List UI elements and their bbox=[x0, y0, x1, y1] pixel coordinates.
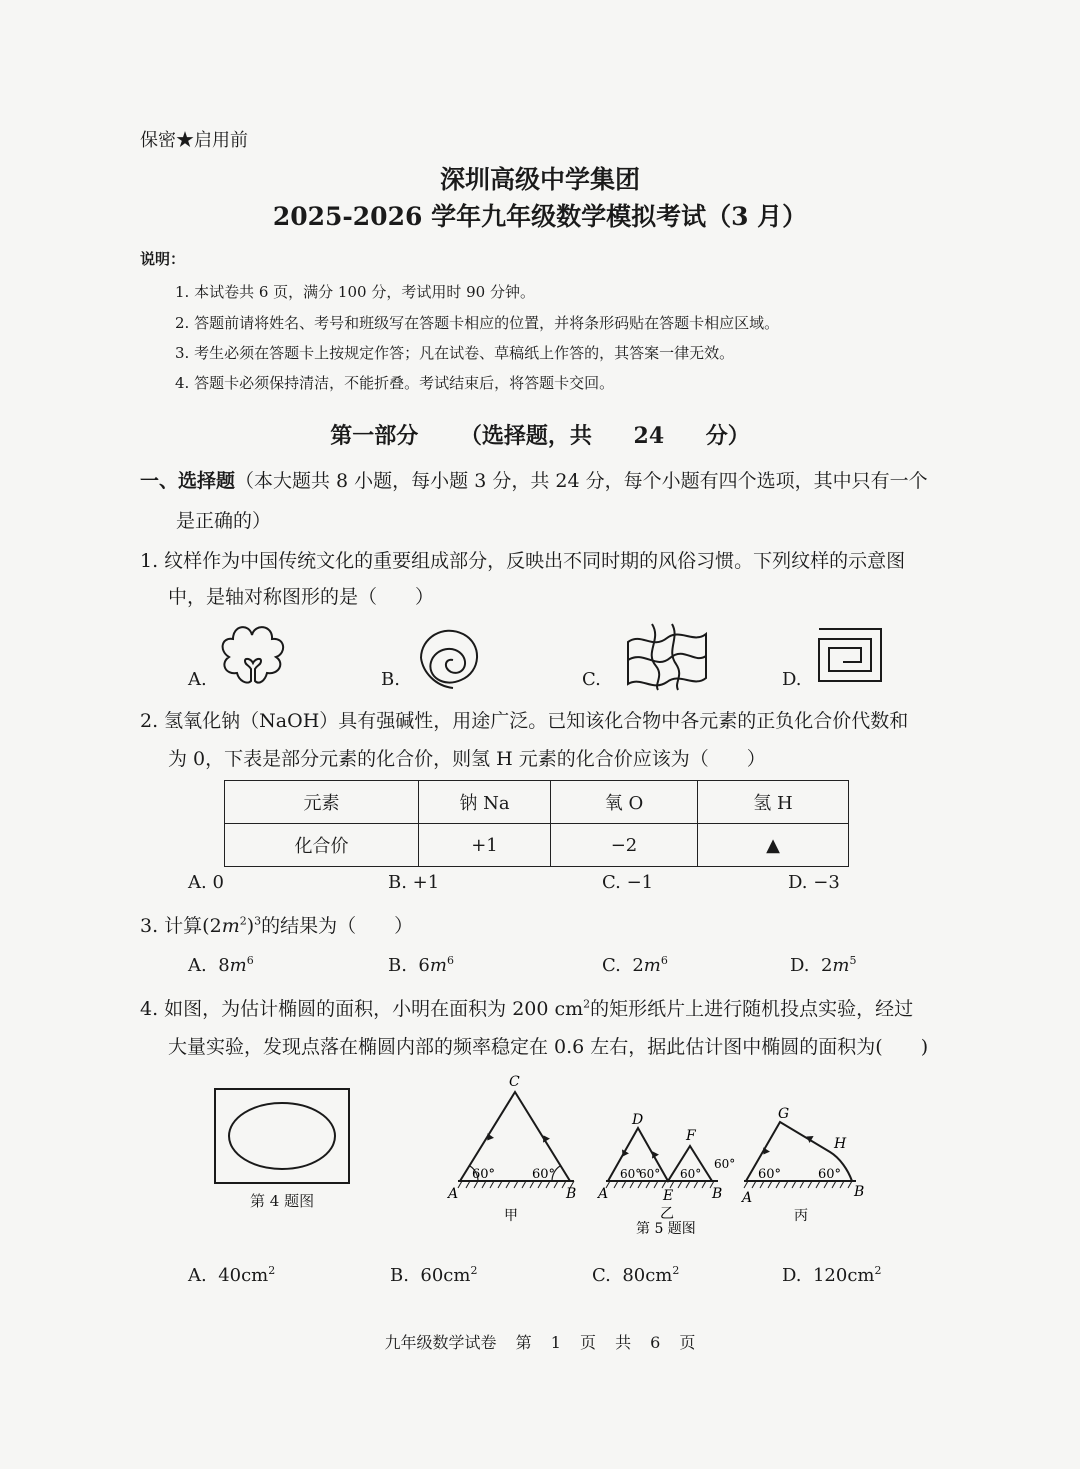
q3-option-d bbox=[790, 955, 857, 976]
q4-stem bbox=[140, 994, 913, 1021]
q2-option-c: C. −1 bbox=[602, 872, 654, 893]
option-var: m bbox=[643, 955, 661, 976]
spiral-pattern-figure bbox=[413, 622, 488, 692]
q4-line1b: 的矩形纸片上进行随机投点实验，经过 bbox=[590, 998, 914, 1020]
point-label-g: G bbox=[778, 1106, 790, 1122]
section-intro-text: （本大题共 8 小题，每小题 3 分，共 24 分，每个小题有四个选项，其中只有一个 bbox=[235, 470, 928, 492]
figure-jia bbox=[446, 1074, 576, 1224]
option-var: m bbox=[832, 955, 850, 976]
option-exp: 6 bbox=[446, 954, 454, 967]
q4-line1-exp: 2 bbox=[583, 997, 591, 1011]
note-item: 4. 答题卡必须保持清洁，不能折叠。考试结束后，将答题卡交回。 bbox=[175, 374, 615, 392]
option-label: B. bbox=[388, 955, 407, 976]
figure-bing bbox=[740, 1106, 864, 1224]
table-header-cell: 元素 bbox=[225, 781, 419, 824]
q5-figure-caption: 第 5 题图 bbox=[636, 1221, 696, 1237]
angle-label: 60° bbox=[532, 1167, 556, 1182]
q3-stem bbox=[140, 911, 413, 938]
note-item: 1. 本试卷共 6 页，满分 100 分，考试用时 90 分钟。 bbox=[175, 283, 535, 301]
q1-option-b: B. bbox=[381, 669, 400, 690]
lattice-pattern-figure bbox=[622, 620, 712, 692]
q4-option-b bbox=[390, 1265, 477, 1286]
point-label-a: A bbox=[598, 1186, 609, 1202]
point-label-a: A bbox=[742, 1190, 753, 1206]
option-label: D. bbox=[782, 1265, 802, 1286]
valence-table bbox=[224, 780, 849, 867]
point-label-c: C bbox=[509, 1074, 520, 1090]
q1-option-a: A. bbox=[188, 669, 207, 690]
section-intro bbox=[140, 466, 928, 493]
option-value: 120cm bbox=[812, 1265, 875, 1286]
q3-option-c bbox=[602, 955, 668, 976]
point-label-b: B bbox=[854, 1184, 865, 1200]
q4-option-c bbox=[592, 1265, 679, 1286]
table-header-cell: 氢 H bbox=[698, 781, 849, 824]
q2-option-b: B. +1 bbox=[388, 872, 440, 893]
point-label-b: B bbox=[566, 1186, 577, 1202]
q4-option-d bbox=[782, 1265, 881, 1286]
q3-outer-exp: 3 bbox=[254, 914, 262, 928]
option-label: C. bbox=[592, 1265, 611, 1286]
q2-option-d: D. −3 bbox=[788, 872, 840, 893]
section-title: 第一部分 （选择题，共 24 分） bbox=[330, 423, 750, 449]
option-var: m bbox=[229, 955, 247, 976]
option-exp: 2 bbox=[672, 1264, 680, 1277]
table-row bbox=[225, 781, 849, 824]
table-header-cell: 钠 Na bbox=[419, 781, 551, 824]
point-label-f: F bbox=[686, 1128, 696, 1144]
section-intro-line2: 是正确的） bbox=[176, 510, 272, 532]
square-spiral-figure bbox=[816, 626, 884, 684]
exam-title: 2025-2026 学年九年级数学模拟考试（3 月） bbox=[272, 202, 808, 231]
q2-option-a: A. 0 bbox=[188, 872, 224, 893]
q3-var: m bbox=[221, 915, 240, 937]
angle-label: 60° bbox=[472, 1167, 496, 1182]
angle-label: 60° bbox=[818, 1167, 842, 1182]
section-intro-bold: 一、选择题 bbox=[140, 470, 236, 492]
q4-figure-caption: 第 4 题图 bbox=[250, 1192, 315, 1210]
q1-option-c: C. bbox=[582, 669, 601, 690]
option-coef: 2 bbox=[820, 955, 833, 976]
table-row bbox=[225, 824, 849, 867]
option-value: 40cm bbox=[218, 1265, 269, 1286]
option-exp: 2 bbox=[874, 1264, 882, 1277]
option-exp: 5 bbox=[849, 954, 857, 967]
option-label: B. bbox=[390, 1265, 409, 1286]
option-value: 60cm bbox=[420, 1265, 471, 1286]
q2-stem: 2. 氢氧化钠（NaOH）具有强碱性，用途广泛。已知该化合物中各元素的正负化合价代数和 bbox=[140, 710, 909, 732]
table-row-label: 化合价 bbox=[225, 824, 419, 867]
figure-yi bbox=[596, 1112, 735, 1237]
angle-label: 60° bbox=[639, 1167, 661, 1181]
q2-stem-line2: 为 0，下表是部分元素的化合价，则氢 H 元素的化合价应该为（ ） bbox=[168, 748, 766, 770]
q3-inner-exp: 2 bbox=[239, 914, 247, 928]
note-item: 2. 答题前请将姓名、考号和班级写在答题卡相应的位置，并将条形码贴在答题卡相应区域。 bbox=[175, 314, 780, 332]
option-exp: 6 bbox=[246, 954, 254, 967]
confidential-mark: 保密★启用前 bbox=[140, 130, 248, 151]
table-cell: ▲ bbox=[698, 824, 849, 867]
angle-label: 60° bbox=[758, 1167, 782, 1182]
q3-suffix: 的结果为（ ） bbox=[261, 915, 414, 937]
point-label-d: D bbox=[632, 1112, 644, 1128]
sub-label-yi: 乙 bbox=[660, 1206, 674, 1222]
q5-reflection-figure bbox=[440, 1070, 880, 1240]
cloud-pattern-figure bbox=[215, 615, 290, 690]
q4-stem-line2: 大量实验，发现点落在椭圆内部的频率稳定在 0.6 左右，据此估计图中椭圆的面积为( ) bbox=[168, 1036, 929, 1058]
school-name: 深圳高级中学集团 bbox=[439, 165, 640, 194]
option-coef: 6 bbox=[418, 955, 430, 976]
sub-label-bing: 丙 bbox=[794, 1208, 808, 1224]
angle-label: 60° bbox=[714, 1157, 736, 1171]
option-value: 80cm bbox=[622, 1265, 673, 1286]
q4-line1a: 4. 如图，为估计椭圆的面积，小明在面积为 200 cm bbox=[140, 998, 584, 1020]
q3-option-b bbox=[388, 955, 454, 976]
note-item: 3. 考生必须在答题卡上按规定作答；凡在试卷、草稿纸上作答的，其答案一律无效。 bbox=[175, 344, 735, 362]
rectangle-ellipse-figure bbox=[214, 1088, 350, 1184]
q3-prefix: 3. 计算 bbox=[140, 915, 203, 937]
q1-stem-line2: 中，是轴对称图形的是（ ） bbox=[168, 586, 435, 608]
option-label: A. bbox=[188, 955, 207, 976]
point-label-h: H bbox=[834, 1136, 847, 1152]
table-cell: +1 bbox=[419, 824, 551, 867]
table-header-cell: 氧 O bbox=[551, 781, 698, 824]
q3-close: ) bbox=[246, 915, 255, 937]
q1-option-d: D. bbox=[782, 669, 802, 690]
notes-label: 说明： bbox=[140, 250, 186, 268]
q1-stem: 1. 纹样作为中国传统文化的重要组成部分，反映出不同时期的风俗习惯。下列纹样的示意图 bbox=[140, 550, 906, 572]
q4-option-a bbox=[188, 1265, 275, 1286]
point-label-b: B bbox=[712, 1186, 723, 1202]
option-exp: 2 bbox=[268, 1264, 276, 1277]
angle-label: 60° bbox=[620, 1167, 642, 1181]
option-var: m bbox=[429, 955, 447, 976]
option-label: C. bbox=[602, 955, 621, 976]
point-label-e: E bbox=[663, 1188, 674, 1204]
q3-open: (2 bbox=[202, 915, 222, 937]
q3-option-a bbox=[188, 955, 254, 976]
sub-label-jia: 甲 bbox=[504, 1208, 518, 1224]
option-label: A. bbox=[188, 1265, 207, 1286]
option-exp: 2 bbox=[470, 1264, 478, 1277]
page-footer: 九年级数学试卷 第 1 页 共 6 页 bbox=[384, 1333, 696, 1352]
option-label: D. bbox=[790, 955, 810, 976]
table-cell: −2 bbox=[551, 824, 698, 867]
point-label-a: A bbox=[448, 1186, 459, 1202]
angle-label: 60° bbox=[680, 1167, 702, 1181]
option-exp: 6 bbox=[660, 954, 668, 967]
option-coef: 8 bbox=[218, 955, 230, 976]
option-coef: 2 bbox=[632, 955, 644, 976]
